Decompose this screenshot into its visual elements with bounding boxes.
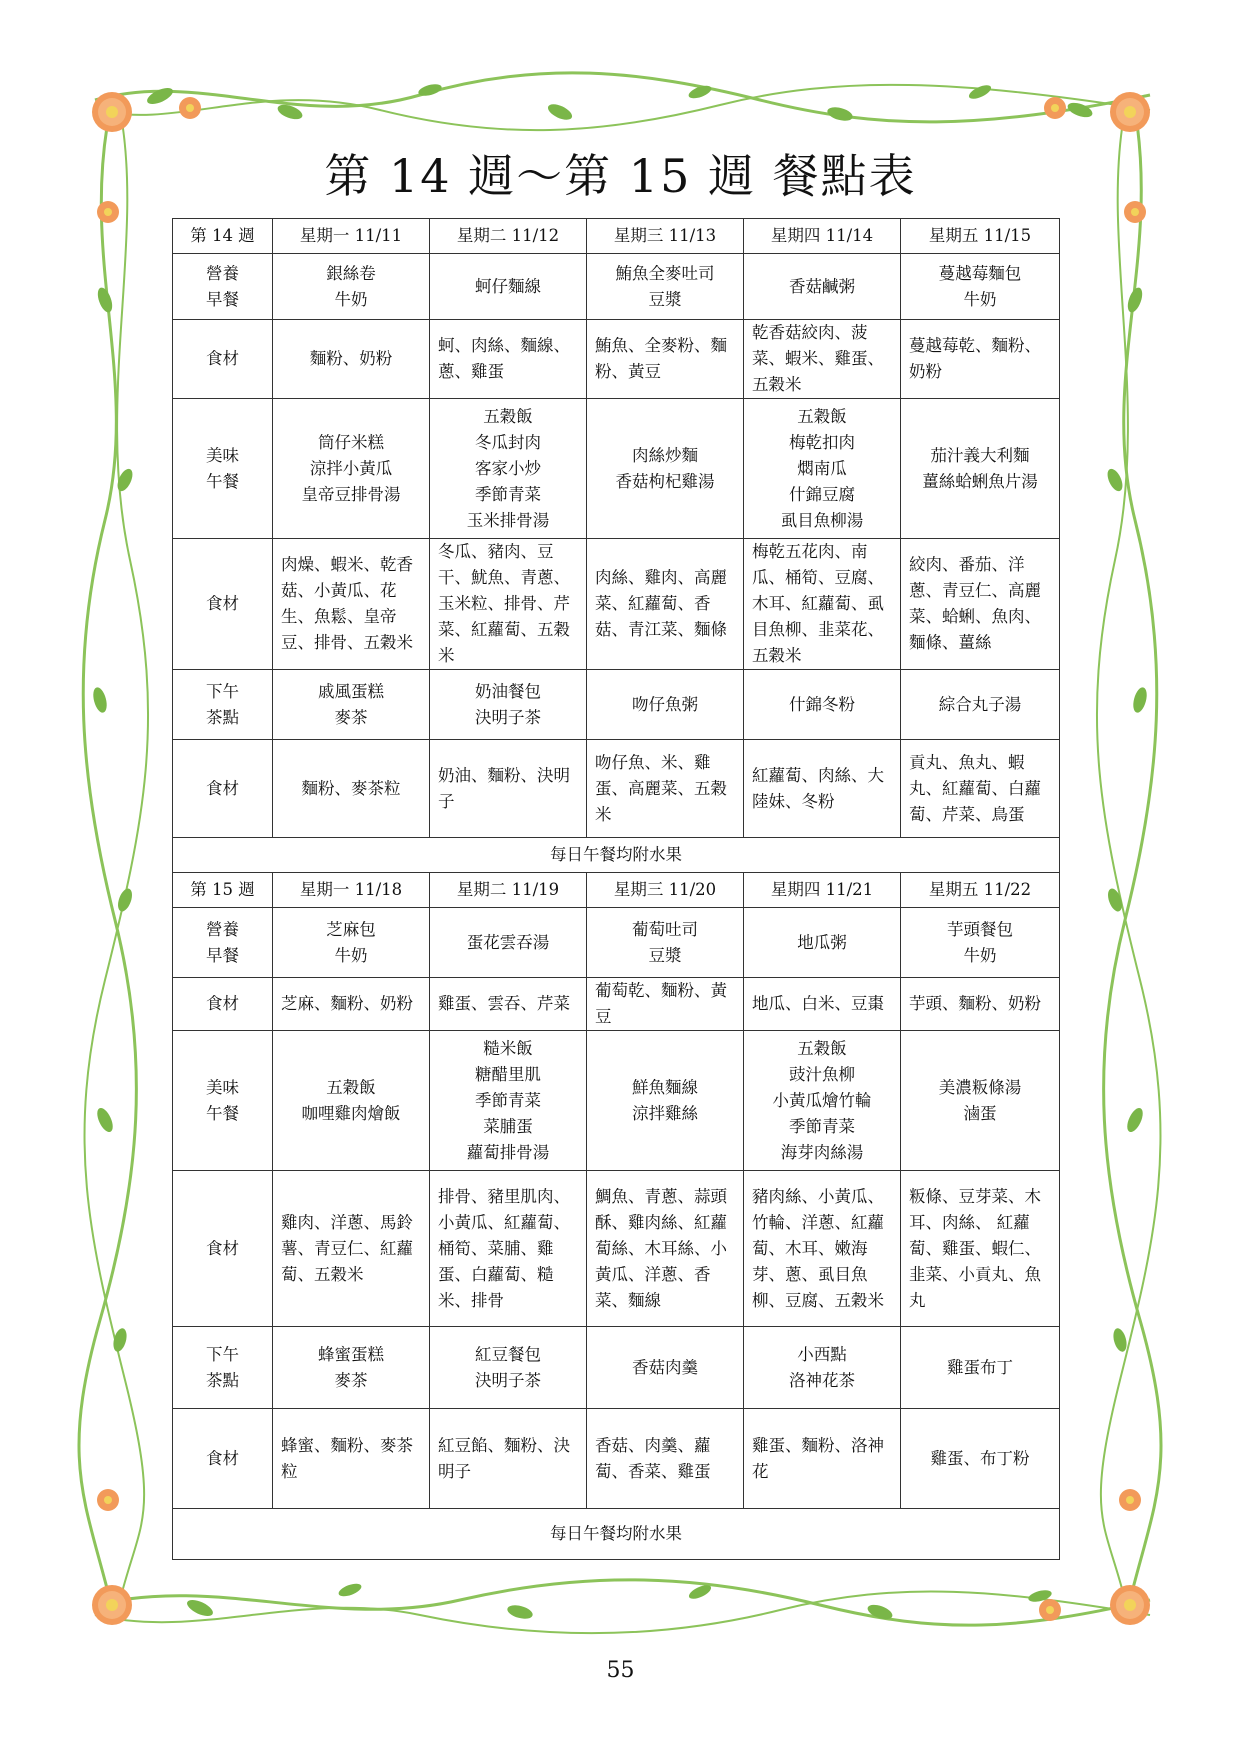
ingredients-text: 葡萄乾、麵粉、黃豆 <box>595 981 727 1026</box>
dish-name: 豆漿 <box>648 945 682 965</box>
ingredients-cell <box>901 320 1060 399</box>
ingredients-cell <box>273 740 430 838</box>
dish-name: 季節青菜 <box>475 484 541 504</box>
ingredients-cell <box>430 320 587 399</box>
dish-name: 蛋花雲吞湯 <box>466 932 550 952</box>
lunch-row <box>173 399 1060 539</box>
row-label <box>173 670 273 740</box>
row-label-line: 下午 <box>206 1344 239 1364</box>
page-number: 55 <box>606 1658 635 1683</box>
dish-name: 小黃瓜燴竹輪 <box>772 1090 872 1110</box>
dish-name: 紅豆餐包 <box>475 1344 541 1364</box>
ingredients-cell <box>901 1409 1060 1509</box>
row-label <box>173 740 273 838</box>
ingredients-text: 乾香菇絞肉、菠菜、蝦米、雞蛋、五穀米 <box>752 323 884 394</box>
dish-name: 客家小炒 <box>475 458 541 478</box>
row-label-line: 營養 <box>206 919 239 939</box>
meal-cell <box>273 670 430 740</box>
breakfast-row <box>173 908 1060 978</box>
dish-name: 菜脯蛋 <box>483 1116 533 1136</box>
dish-name: 蘿蔔排骨湯 <box>466 1142 550 1162</box>
ingredients-row <box>173 1171 1060 1327</box>
dish-name: 虱目魚柳湯 <box>780 510 864 530</box>
day-header: 星期五 11/22 <box>901 873 1060 908</box>
dish-name: 葡萄吐司 <box>632 919 698 939</box>
meal-cell <box>744 908 901 978</box>
ingredients-cell <box>744 539 901 670</box>
ingredients-row <box>173 539 1060 670</box>
row-label-line: 午餐 <box>206 1103 239 1123</box>
day-header: 星期一 11/18 <box>273 873 430 908</box>
ingredients-cell <box>587 320 744 399</box>
day-header: 星期四 11/14 <box>744 219 901 254</box>
ingredients-cell <box>744 1409 901 1509</box>
dish-name: 糙米飯 <box>483 1038 533 1058</box>
row-label-line: 食材 <box>206 1238 239 1258</box>
dish-name: 決明子茶 <box>475 707 541 727</box>
dish-name: 吻仔魚粥 <box>632 694 698 714</box>
dish-name: 牛奶 <box>963 945 997 965</box>
breakfast-row <box>173 254 1060 320</box>
ingredients-text: 蚵、肉絲、麵線、蔥、雞蛋 <box>438 336 570 381</box>
dish-name: 綜合丸子湯 <box>938 694 1022 714</box>
ingredients-cell <box>587 1409 744 1509</box>
dish-name: 皇帝豆排骨湯 <box>301 484 401 504</box>
dish-name: 薑絲蛤蜊魚片湯 <box>922 471 1038 491</box>
dish-name: 五穀飯 <box>797 406 847 426</box>
dish-name: 鮮魚麵線 <box>632 1077 698 1097</box>
dish-name: 咖哩雞肉燴飯 <box>301 1103 401 1123</box>
meal-cell <box>901 1327 1060 1409</box>
dish-name: 什錦豆腐 <box>789 484 855 504</box>
dish-name: 海芽肉絲湯 <box>780 1142 864 1162</box>
row-label <box>173 908 273 978</box>
meal-cell <box>901 399 1060 539</box>
dish-name: 肉絲炒麵 <box>632 445 698 465</box>
meal-cell <box>744 254 901 320</box>
ingredients-text: 雞肉、洋蔥、馬鈴薯、青豆仁、紅蘿蔔、五穀米 <box>281 1212 413 1284</box>
dish-name: 什錦冬粉 <box>789 694 855 714</box>
ingredients-cell <box>587 1171 744 1327</box>
meal-cell <box>587 1327 744 1409</box>
meal-cell <box>430 399 587 539</box>
dish-name: 蔓越莓麵包 <box>938 263 1022 283</box>
meal-cell <box>901 670 1060 740</box>
dish-name: 梅乾扣肉 <box>789 432 855 452</box>
ingredients-cell <box>273 1409 430 1509</box>
row-label-line: 美味 <box>206 445 239 465</box>
ingredients-cell <box>430 1171 587 1327</box>
row-label-line: 食材 <box>206 594 239 613</box>
dish-name: 豉汁魚柳 <box>789 1064 855 1084</box>
dish-name: 茄汁義大利麵 <box>930 445 1030 465</box>
ingredients-text: 麵粉、奶粉 <box>309 349 393 368</box>
weekly-menu-table <box>172 218 1060 1560</box>
meal-cell <box>430 1031 587 1171</box>
row-label <box>173 539 273 670</box>
dish-name: 鮪魚全麥吐司 <box>615 263 715 283</box>
row-label-line: 食材 <box>206 349 239 368</box>
row-label-line: 下午 <box>206 681 239 701</box>
ingredients-row <box>173 978 1060 1031</box>
row-label-line: 早餐 <box>206 289 239 309</box>
row-label <box>173 978 273 1031</box>
ingredients-cell <box>744 978 901 1031</box>
row-label <box>173 254 273 320</box>
row-label-line: 茶點 <box>206 1370 239 1390</box>
meal-cell <box>744 670 901 740</box>
dish-name: 香菇肉羹 <box>632 1357 698 1377</box>
day-header: 星期五 11/15 <box>901 219 1060 254</box>
ingredients-row <box>173 320 1060 399</box>
dish-name: 五穀飯 <box>797 1038 847 1058</box>
row-label-line: 食材 <box>206 778 239 798</box>
dish-name: 雞蛋布丁 <box>947 1357 1013 1377</box>
ingredients-text: 粄條、豆芽菜、木耳、肉絲、 紅蘿蔔、雞蛋、蝦仁、韭菜、小貢丸、魚丸 <box>909 1186 1041 1310</box>
ingredients-text: 鮪魚、全麥粉、麵粉、黃豆 <box>595 336 727 381</box>
meal-cell <box>273 1327 430 1409</box>
fruit-note-row <box>173 838 1060 873</box>
ingredients-row <box>173 740 1060 838</box>
meal-cell <box>587 1031 744 1171</box>
row-label-line: 食材 <box>206 994 239 1013</box>
meal-cell <box>901 254 1060 320</box>
ingredients-cell <box>430 978 587 1031</box>
ingredients-cell <box>587 539 744 670</box>
meal-cell <box>273 1031 430 1171</box>
meal-cell <box>430 254 587 320</box>
row-label <box>173 399 273 539</box>
dish-name: 麥茶 <box>334 707 368 727</box>
ingredients-text: 芋頭、麵粉、奶粉 <box>909 994 1041 1013</box>
day-header: 星期一 11/11 <box>273 219 430 254</box>
row-label-line: 茶點 <box>206 707 239 727</box>
week-label: 第 15 週 <box>173 873 273 908</box>
dish-name: 筒仔米糕 <box>318 432 384 452</box>
dish-name: 奶油餐包 <box>475 681 541 701</box>
meal-cell <box>273 908 430 978</box>
week-header-row <box>173 873 1060 908</box>
dish-name: 牛奶 <box>334 945 368 965</box>
day-header: 星期三 11/13 <box>587 219 744 254</box>
ingredients-text: 肉絲、雞肉、高麗菜、紅蘿蔔、香菇、青江菜、麵條 <box>595 568 727 639</box>
page-title: 第 14 週～第 15 週 餐點表 <box>324 149 917 203</box>
ingredients-text: 香菇、肉羹、蘿蔔、香菜、雞蛋 <box>595 1435 711 1481</box>
meal-cell <box>901 1031 1060 1171</box>
ingredients-cell <box>273 539 430 670</box>
ingredients-cell <box>430 1409 587 1509</box>
dish-name: 地瓜粥 <box>797 932 847 952</box>
fruit-note: 每日午餐均附水果 <box>173 838 1060 873</box>
ingredients-cell <box>273 320 430 399</box>
ingredients-text: 紅豆餡、麵粉、決明子 <box>438 1435 570 1481</box>
dish-name: 豆漿 <box>648 289 682 309</box>
dish-name: 冬瓜封肉 <box>475 432 541 452</box>
ingredients-text: 芝麻、麵粉、奶粉 <box>281 994 413 1013</box>
ingredients-text: 雞蛋、布丁粉 <box>930 1448 1030 1468</box>
dish-name: 牛奶 <box>963 289 997 309</box>
row-label-line: 食材 <box>206 1448 239 1468</box>
dish-name: 美濃粄條湯 <box>938 1077 1022 1097</box>
ingredients-text: 貢丸、魚丸、蝦丸、紅蘿蔔、白蘿蔔、芹菜、鳥蛋 <box>909 752 1041 824</box>
meal-cell <box>587 670 744 740</box>
ingredients-text: 奶油、麵粉、決明子 <box>438 765 570 811</box>
row-label <box>173 1409 273 1509</box>
dish-name: 銀絲卷 <box>326 263 376 283</box>
ingredients-cell <box>273 978 430 1031</box>
ingredients-text: 鯛魚、青蔥、蒜頭酥、雞肉絲、紅蘿蔔絲、木耳絲、小黃瓜、洋蔥、香菜、麵線 <box>595 1186 727 1310</box>
ingredients-cell <box>430 740 587 838</box>
meal-cell <box>744 1327 901 1409</box>
day-header: 星期四 11/21 <box>744 873 901 908</box>
fruit-note-row <box>173 1509 1060 1560</box>
ingredients-row <box>173 1409 1060 1509</box>
dish-name: 香菇枸杞雞湯 <box>615 471 715 491</box>
dish-name: 芋頭餐包 <box>947 919 1013 939</box>
snack-row <box>173 1327 1060 1409</box>
ingredients-cell <box>744 320 901 399</box>
ingredients-text: 地瓜、白米、豆棗 <box>752 994 884 1013</box>
dish-name: 麥茶 <box>334 1370 368 1390</box>
ingredients-text: 雞蛋、雲吞、芹菜 <box>438 994 570 1013</box>
meal-cell <box>744 399 901 539</box>
dish-name: 燜南瓜 <box>797 458 847 478</box>
dish-name: 季節青菜 <box>789 1116 855 1136</box>
day-header: 星期二 11/19 <box>430 873 587 908</box>
meal-cell <box>744 1031 901 1171</box>
meal-cell <box>430 908 587 978</box>
meal-cell <box>273 399 430 539</box>
row-label <box>173 1327 273 1409</box>
ingredients-text: 梅乾五花肉、南瓜、桶筍、豆腐、木耳、紅蘿蔔、虱目魚柳、韭菜花、五穀米 <box>752 542 884 665</box>
ingredients-cell <box>744 1171 901 1327</box>
dish-name: 洛神花茶 <box>789 1370 855 1390</box>
meal-cell <box>587 254 744 320</box>
dish-name: 小西點 <box>797 1344 847 1364</box>
ingredients-text: 排骨、豬里肌肉、小黃瓜、紅蘿蔔、桶筍、菜脯、雞蛋、白蘿蔔、糙米、排骨 <box>438 1186 570 1310</box>
fruit-note: 每日午餐均附水果 <box>173 1509 1060 1560</box>
ingredients-cell <box>901 978 1060 1031</box>
ingredients-text: 豬肉絲、小黃瓜、竹輪、洋蔥、紅蘿蔔、木耳、嫩海芽、蔥、虱目魚柳、豆腐、五穀米 <box>752 1186 884 1310</box>
lunch-row <box>173 1031 1060 1171</box>
ingredients-cell <box>430 539 587 670</box>
dish-name: 季節青菜 <box>475 1090 541 1110</box>
meal-cell <box>273 254 430 320</box>
ingredients-text: 蔓越莓乾、麵粉、奶粉 <box>909 336 1041 381</box>
ingredients-text: 蜂蜜、麵粉、麥茶粒 <box>281 1435 413 1481</box>
meal-cell <box>587 399 744 539</box>
row-label <box>173 1171 273 1327</box>
dish-name: 玉米排骨湯 <box>466 510 550 530</box>
day-header: 星期三 11/20 <box>587 873 744 908</box>
ingredients-cell <box>901 1171 1060 1327</box>
ingredients-cell <box>587 978 744 1031</box>
row-label-line: 營養 <box>206 263 239 283</box>
ingredients-text: 吻仔魚、米、雞蛋、高麗菜、五穀米 <box>595 752 727 824</box>
row-label <box>173 320 273 399</box>
meal-cell <box>430 1327 587 1409</box>
meal-cell <box>430 670 587 740</box>
meal-cell <box>587 908 744 978</box>
ingredients-cell <box>587 740 744 838</box>
dish-name: 蚵仔麵線 <box>475 276 541 296</box>
ingredients-cell <box>901 740 1060 838</box>
row-label <box>173 1031 273 1171</box>
dish-name: 涼拌小黃瓜 <box>309 458 393 478</box>
dish-name: 五穀飯 <box>326 1077 376 1097</box>
dish-name: 蜂蜜蛋糕 <box>318 1344 384 1364</box>
row-label-line: 美味 <box>206 1077 239 1097</box>
meal-cell <box>901 908 1060 978</box>
ingredients-text: 冬瓜、豬肉、豆干、魷魚、青蔥、玉米粒、排骨、芹菜、紅蘿蔔、五穀米 <box>438 542 570 665</box>
ingredients-cell <box>901 539 1060 670</box>
row-label-line: 午餐 <box>206 471 239 491</box>
row-label-line: 早餐 <box>206 945 239 965</box>
dish-name: 芝麻包 <box>326 919 376 939</box>
week-header-row <box>173 219 1060 254</box>
dish-name: 戚風蛋糕 <box>318 681 384 701</box>
ingredients-cell <box>273 1171 430 1327</box>
day-header: 星期二 11/12 <box>430 219 587 254</box>
ingredients-text: 麵粉、麥茶粒 <box>301 778 401 798</box>
dish-name: 糖醋里肌 <box>475 1064 541 1084</box>
snack-row <box>173 670 1060 740</box>
dish-name: 五穀飯 <box>483 406 533 426</box>
dish-name: 滷蛋 <box>963 1103 997 1123</box>
week-label: 第 14 週 <box>173 219 273 254</box>
dish-name: 香菇鹹粥 <box>789 276 855 296</box>
ingredients-text: 絞肉、番茄、洋蔥、青豆仁、高麗菜、蛤蜊、魚肉、麵條、薑絲 <box>909 555 1041 652</box>
dish-name: 決明子茶 <box>475 1370 541 1390</box>
dish-name: 牛奶 <box>334 289 368 309</box>
ingredients-text: 紅蘿蔔、肉絲、大陸妹、冬粉 <box>752 765 884 811</box>
ingredients-cell <box>744 740 901 838</box>
dish-name: 涼拌雞絲 <box>632 1103 698 1123</box>
ingredients-text: 肉燥、蝦米、乾香菇、小黃瓜、花生、魚鬆、皇帝豆、排骨、五穀米 <box>281 555 413 652</box>
ingredients-text: 雞蛋、麵粉、洛神花 <box>752 1435 884 1481</box>
